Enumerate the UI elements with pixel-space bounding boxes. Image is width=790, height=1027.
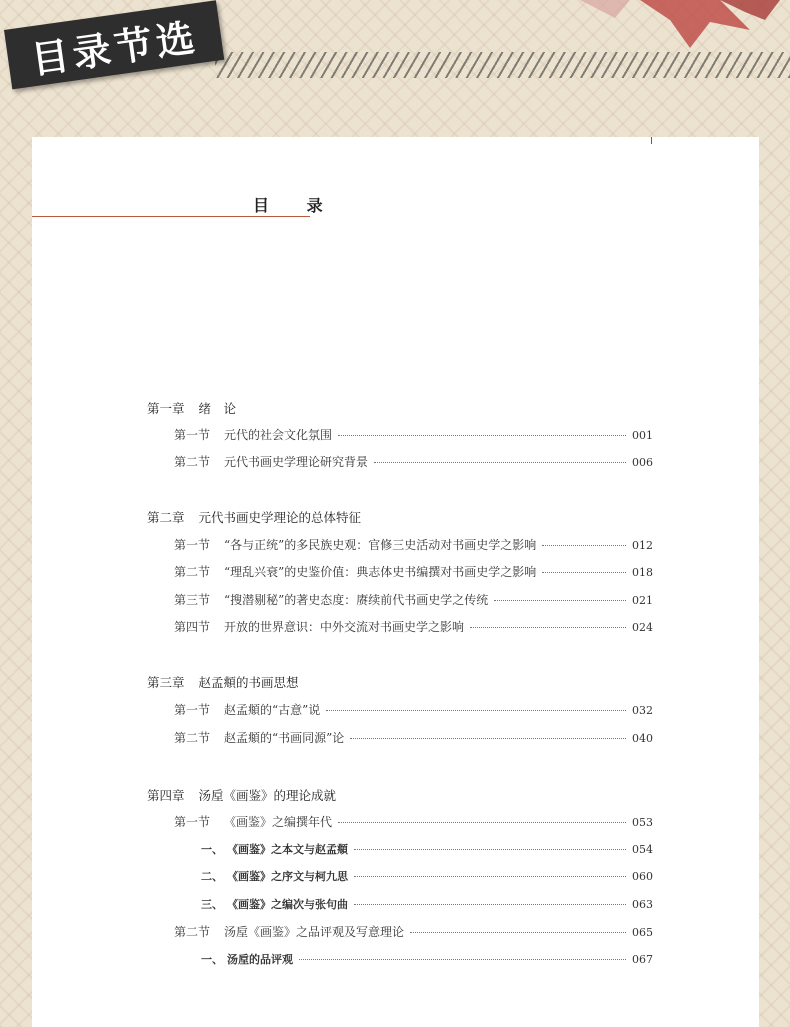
toc-number: 第二章 xyxy=(147,510,185,525)
toc-section xyxy=(174,426,653,443)
section-badge xyxy=(4,0,224,89)
toc-page-number: 054 xyxy=(632,843,653,856)
toc-page-number: 032 xyxy=(632,704,653,717)
toc-number: 三、 xyxy=(201,898,223,911)
toc-title: 汤垕的品评观 xyxy=(227,953,293,966)
toc-number: 二、 xyxy=(201,870,223,883)
toc-number: 第二节 xyxy=(174,565,211,579)
toc-title: 元代书画史学理论研究背景 xyxy=(224,455,369,469)
toc-section xyxy=(174,536,653,553)
toc-chapter xyxy=(147,673,653,691)
toc-page-number: 065 xyxy=(632,926,653,939)
page-title: 目 录 xyxy=(253,196,339,215)
toc-page xyxy=(32,137,759,1027)
red-leaf-decoration xyxy=(520,0,790,60)
toc-number: 第三章 xyxy=(147,675,185,690)
toc-number: 第一章 xyxy=(147,401,185,416)
toc-title: 开放的世界意识：中外交流对书画史学之影响 xyxy=(224,620,465,634)
toc-title: 汤垕《画鉴》之品评观及写意理论 xyxy=(224,925,405,939)
toc-subsection xyxy=(201,868,653,884)
toc-title: 赵孟頫的“书画同源”论 xyxy=(224,731,345,745)
toc-page-number: 024 xyxy=(632,621,653,634)
toc-number: 第一节 xyxy=(174,428,211,442)
dot-leader xyxy=(494,600,626,601)
toc-number: 第四节 xyxy=(174,620,211,634)
toc-number: 第一节 xyxy=(174,703,211,717)
dot-leader xyxy=(470,627,626,628)
toc-page-number: 067 xyxy=(632,953,653,966)
toc-page-number: 063 xyxy=(632,898,653,911)
toc-subsection xyxy=(201,841,653,857)
dot-leader xyxy=(338,822,626,823)
toc-page-number: 060 xyxy=(632,870,653,883)
toc-title: 《画鉴》之编次与张句曲 xyxy=(227,898,348,911)
dot-leader xyxy=(326,710,626,711)
toc-title: 汤垕《画鉴》的理论成就 xyxy=(198,788,337,803)
badge-label: 目录节选 xyxy=(28,14,201,82)
toc-section xyxy=(174,701,653,718)
toc-number: 第四章 xyxy=(147,788,185,803)
toc-section xyxy=(174,453,653,470)
toc-section xyxy=(174,591,653,608)
toc-title: 元代的社会文化氛围 xyxy=(224,428,333,442)
dot-leader xyxy=(354,904,626,905)
toc-title: 赵孟頫的书画思想 xyxy=(198,675,299,690)
page-corner-mark xyxy=(651,137,652,144)
toc-page-number: 001 xyxy=(632,429,653,442)
toc-title: 《画鉴》之本文与赵孟頫 xyxy=(227,843,348,856)
dot-leader xyxy=(299,959,626,960)
toc-number: 第一节 xyxy=(174,815,211,829)
toc-subsection xyxy=(201,896,653,912)
toc-page-number: 006 xyxy=(632,456,653,469)
toc-section xyxy=(174,813,653,830)
toc-title: “各与正统”的多民族史观：官修三史活动对书画史学之影响 xyxy=(224,538,537,552)
toc-number: 一、 xyxy=(201,953,223,966)
dot-leader xyxy=(542,572,626,573)
toc-page-number: 012 xyxy=(632,539,653,552)
toc-chapter xyxy=(147,399,653,417)
toc-title: 元代书画史学理论的总体特征 xyxy=(198,510,362,525)
toc-chapter xyxy=(147,786,653,804)
toc-number: 第二节 xyxy=(174,925,211,939)
toc-number: 第二节 xyxy=(174,731,211,745)
dot-leader xyxy=(338,435,626,436)
toc-section xyxy=(174,729,653,746)
dot-leader xyxy=(542,545,626,546)
toc-page-number: 021 xyxy=(632,594,653,607)
toc-page-number: 053 xyxy=(632,816,653,829)
dot-leader xyxy=(350,738,626,739)
toc-number: 第三节 xyxy=(174,593,211,607)
toc-title: 绪 论 xyxy=(198,401,237,416)
dot-leader xyxy=(410,932,626,933)
toc-section xyxy=(174,618,653,635)
title-underline xyxy=(32,216,310,217)
toc-number: 第二节 xyxy=(174,455,211,469)
toc-title: “理乱兴衰”的史鉴价值：典志体史书编撰对书画史学之影响 xyxy=(224,565,537,579)
dot-leader xyxy=(374,462,626,463)
toc-number: 一、 xyxy=(201,843,223,856)
toc-page-number: 018 xyxy=(632,566,653,579)
toc-chapter xyxy=(147,508,653,526)
toc-subsection xyxy=(201,951,653,967)
toc-number: 第一节 xyxy=(174,538,211,552)
dot-leader xyxy=(354,849,626,850)
toc-page-number: 040 xyxy=(632,732,653,745)
toc-section xyxy=(174,923,653,940)
toc-title: 《画鉴》之编撰年代 xyxy=(224,815,333,829)
toc-title: 《画鉴》之序文与柯九思 xyxy=(227,870,348,883)
toc-section xyxy=(174,563,653,580)
toc-title: “搜潜剔秘”的著史态度：赓续前代书画史学之传统 xyxy=(224,593,489,607)
toc-title: 赵孟頫的“古意”说 xyxy=(224,703,321,717)
dot-leader xyxy=(354,876,626,877)
